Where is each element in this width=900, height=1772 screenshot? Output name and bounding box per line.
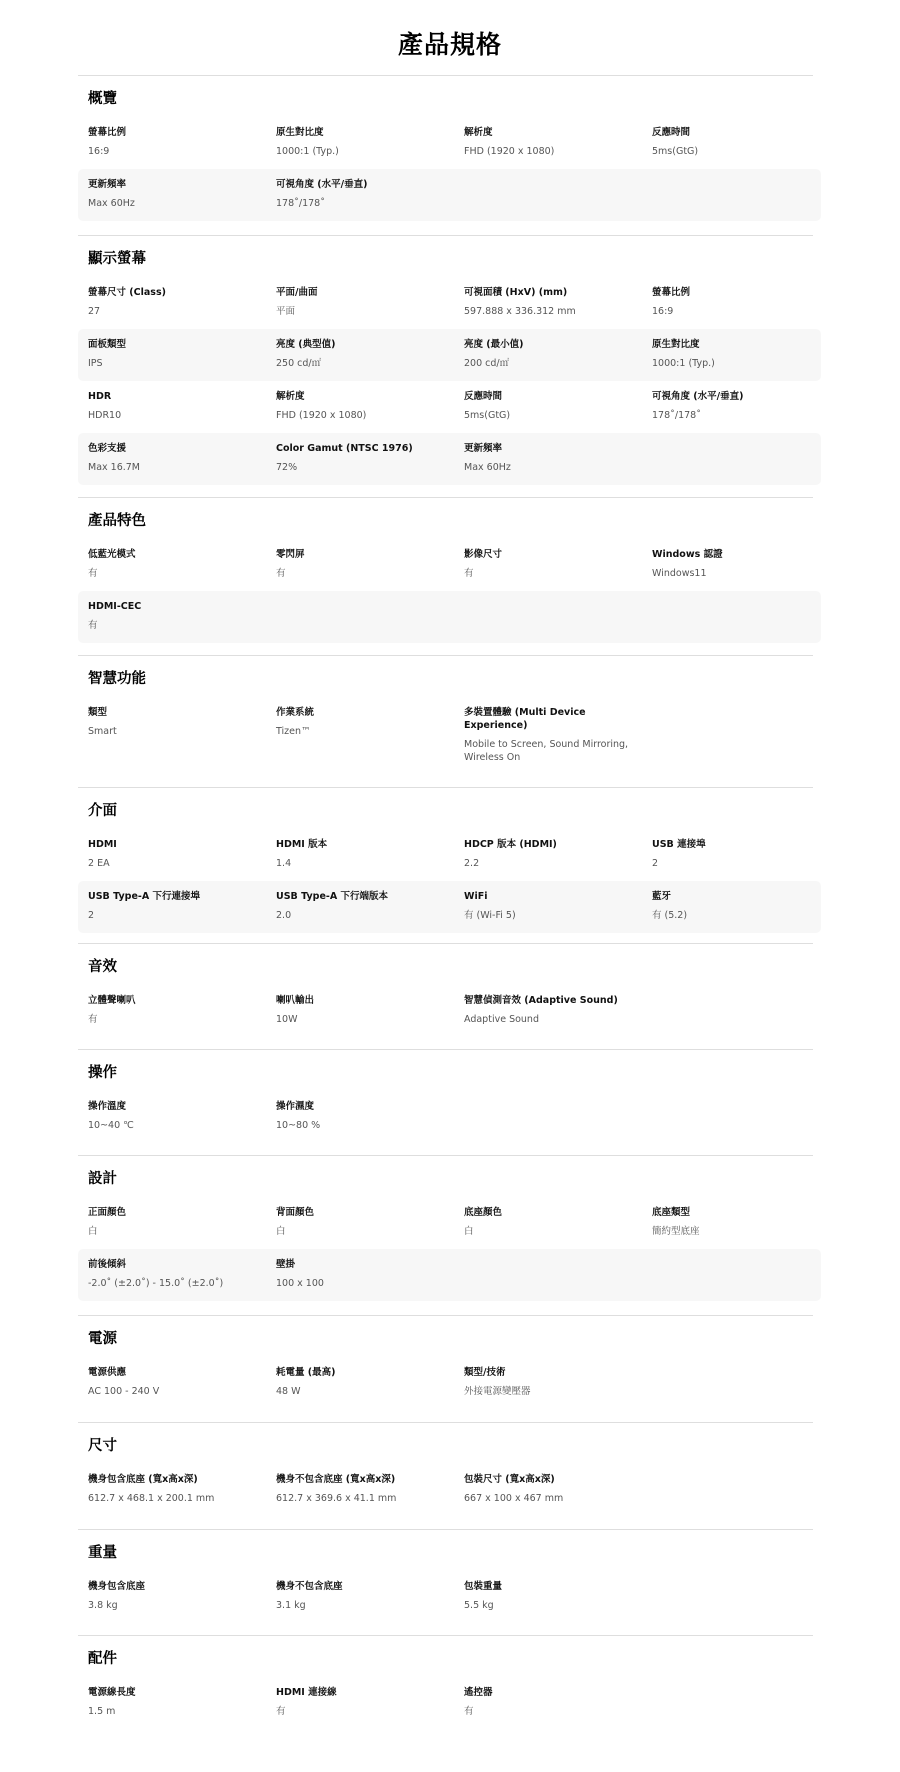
spec-section [78, 89, 821, 209]
spec-label: 立體聲喇叭 [88, 995, 136, 1006]
spec-section [78, 1063, 821, 1131]
spec-section [78, 1169, 821, 1289]
spec-label: 類型/技術 [464, 1367, 506, 1378]
spec-value: 5ms(GtG) [464, 410, 511, 421]
spec-value: 有 (Wi-Fi 5) [464, 910, 516, 921]
section-title: 概覽 [88, 91, 117, 107]
spec-item [88, 1686, 258, 1718]
spec-row [78, 381, 821, 433]
spec-label: 遙控器 [464, 1687, 493, 1698]
spec-item [464, 890, 634, 922]
spec-label: 電源供應 [88, 1367, 127, 1378]
spec-section [78, 669, 821, 763]
spec-value: 10~80 % [276, 1120, 321, 1131]
spec-value: IPS [88, 358, 103, 369]
spec-label: 包裝尺寸 (寬x高x深) [464, 1474, 555, 1485]
spec-label: 亮度 (典型值) [276, 339, 336, 350]
spec-item [88, 1258, 258, 1290]
spec-value: Windows11 [652, 568, 707, 579]
spec-item [276, 286, 446, 318]
spec-item [652, 838, 822, 870]
spec-value: 597.888 x 336.312 mm [464, 306, 576, 317]
section-title: 電源 [88, 1331, 117, 1347]
spec-item [464, 1366, 634, 1398]
spec-section [78, 1436, 821, 1504]
spec-row [78, 1197, 821, 1249]
spec-item [88, 706, 258, 738]
spec-item [464, 706, 634, 764]
spec-item [88, 286, 258, 318]
spec-label: 背面顏色 [276, 1207, 315, 1218]
section-divider [78, 1049, 813, 1050]
spec-value: 2 EA [88, 858, 110, 869]
spec-label: 解析度 [276, 391, 305, 402]
spec-value: 3.8 kg [88, 1600, 118, 1611]
spec-item [276, 1366, 446, 1398]
spec-row [78, 1357, 821, 1409]
spec-value: Mobile to Screen, Sound Mirroring, Wireless On [464, 739, 629, 763]
spec-item [276, 1258, 446, 1290]
spec-section [78, 801, 821, 921]
spec-item [652, 548, 822, 580]
spec-item [88, 1100, 258, 1132]
spec-item [88, 1206, 258, 1238]
spec-item [88, 390, 258, 422]
spec-item [276, 1473, 446, 1505]
spec-label: 藍牙 [652, 891, 672, 902]
spec-value: 16:9 [652, 306, 674, 317]
spec-label: 螢幕尺寸 (Class) [88, 287, 166, 298]
spec-label: 影像尺寸 [464, 549, 503, 560]
spec-section [78, 1649, 821, 1717]
spec-item [88, 1473, 258, 1505]
spec-value: 有 [276, 568, 286, 579]
spec-row [78, 985, 821, 1037]
spec-item [276, 126, 446, 158]
spec-item [276, 1686, 446, 1718]
page-title: 產品規格 [397, 30, 502, 59]
spec-label: 解析度 [464, 127, 493, 138]
spec-label: 零閃屏 [276, 549, 305, 560]
spec-value: Smart [88, 726, 117, 737]
section-title: 操作 [88, 1065, 117, 1081]
spec-value: 1000:1 (Typ.) [276, 146, 339, 157]
spec-item [652, 126, 822, 158]
spec-label: 正面顏色 [88, 1207, 127, 1218]
spec-item [652, 390, 822, 422]
spec-label: 底座顏色 [464, 1207, 503, 1218]
section-title: 介面 [88, 803, 117, 819]
section-title: 產品特色 [88, 513, 146, 529]
spec-row [78, 117, 821, 169]
spec-value: 外接電源變壓器 [464, 1386, 531, 1397]
spec-row [78, 539, 821, 591]
spec-row [78, 591, 821, 643]
spec-value: 白 [464, 1226, 474, 1237]
spec-label: 智慧偵測音效 (Adaptive Sound) [464, 995, 618, 1006]
spec-label: 更新頻率 [464, 443, 503, 454]
spec-label: 機身不包含底座 [276, 1581, 343, 1592]
spec-row [78, 433, 821, 485]
spec-label: 多裝置體驗 (Multi Device Experience) [464, 707, 586, 731]
spec-value: 1.5 m [88, 1706, 116, 1717]
spec-value: 178˚/178˚ [276, 198, 325, 209]
spec-label: 類型 [88, 707, 108, 718]
spec-item [88, 1366, 258, 1398]
spec-section [78, 957, 821, 1025]
spec-item [276, 442, 446, 474]
spec-item [88, 548, 258, 580]
spec-value: 16:9 [88, 146, 110, 157]
spec-label: 原生對比度 [652, 339, 700, 350]
spec-value: -2.0˚ (±2.0˚) - 15.0˚ (±2.0˚) [88, 1278, 224, 1289]
spec-value: AC 100 - 240 V [88, 1386, 160, 1397]
spec-label: HDCP 版本 (HDMI) [464, 839, 557, 850]
spec-item [276, 338, 446, 370]
spec-value: Max 60Hz [464, 462, 511, 473]
spec-row [78, 1677, 821, 1729]
spec-value: FHD (1920 x 1080) [464, 146, 555, 157]
spec-label: 機身包含底座 (寬x高x深) [88, 1474, 198, 1485]
spec-label: 電源線長度 [88, 1687, 136, 1698]
spec-value: 1.4 [276, 858, 292, 869]
spec-value: 白 [276, 1226, 286, 1237]
spec-label: HDR [88, 391, 112, 402]
spec-section [78, 1329, 821, 1397]
spec-section [78, 249, 821, 473]
spec-value: 有 [88, 1014, 98, 1025]
spec-label: 壁掛 [276, 1259, 296, 1270]
spec-value: 有 [88, 568, 98, 579]
spec-item [652, 286, 822, 318]
spec-value: 250 cd/㎡ [276, 358, 322, 369]
spec-item [652, 890, 822, 922]
spec-value: HDR10 [88, 410, 122, 421]
spec-label: 喇叭輸出 [276, 995, 315, 1006]
section-title: 配件 [88, 1651, 117, 1667]
spec-item [276, 1580, 446, 1612]
spec-item [464, 442, 634, 474]
spec-label: 原生對比度 [276, 127, 324, 138]
spec-label: 操作濕度 [276, 1101, 315, 1112]
spec-row [78, 1091, 821, 1143]
section-divider [78, 497, 813, 498]
spec-value: 有 (5.2) [652, 910, 688, 921]
section-title: 顯示螢幕 [88, 251, 146, 267]
spec-label: 螢幕比例 [652, 287, 691, 298]
spec-label: 更新頻率 [88, 179, 127, 190]
spec-value: 2 [652, 858, 659, 869]
spec-item [88, 600, 258, 632]
spec-label: 平面/曲面 [276, 287, 318, 298]
spec-label: 反應時間 [464, 391, 503, 402]
spec-label: 反應時間 [652, 127, 691, 138]
spec-value: 2.0 [276, 910, 292, 921]
spec-value: 10W [276, 1014, 298, 1025]
spec-label: USB Type-A 下行連接埠 [88, 891, 200, 902]
spec-row [78, 1249, 821, 1301]
section-title: 設計 [88, 1171, 117, 1187]
spec-value: 有 [464, 1706, 474, 1717]
spec-value: 2.2 [464, 858, 480, 869]
spec-value: FHD (1920 x 1080) [276, 410, 367, 421]
spec-item [88, 338, 258, 370]
spec-item [88, 994, 258, 1026]
section-divider [78, 1422, 813, 1423]
spec-value: 簡約型底座 [652, 1226, 700, 1237]
spec-row [78, 1571, 821, 1623]
spec-value: 2 [88, 910, 95, 921]
spec-item [464, 1473, 634, 1505]
spec-row [78, 697, 821, 769]
spec-value: 5ms(GtG) [652, 146, 699, 157]
spec-label: 低藍光模式 [88, 549, 136, 560]
spec-item [464, 838, 634, 870]
spec-item [88, 1580, 258, 1612]
spec-item [276, 890, 446, 922]
section-divider [78, 655, 813, 656]
spec-value: 100 x 100 [276, 1278, 324, 1289]
spec-value: 612.7 x 468.1 x 200.1 mm [88, 1493, 215, 1504]
spec-label: WiFi [464, 891, 488, 902]
spec-value: 10~40 ℃ [88, 1120, 134, 1131]
section-divider [78, 235, 813, 236]
spec-item [88, 126, 258, 158]
spec-value: 3.1 kg [276, 1600, 306, 1611]
spec-label: HDMI [88, 839, 117, 850]
spec-item [464, 1206, 634, 1238]
section-divider [78, 1155, 813, 1156]
spec-label: 底座類型 [652, 1207, 691, 1218]
spec-label: 操作溫度 [88, 1101, 127, 1112]
spec-label: HDMI 連接線 [276, 1687, 337, 1698]
spec-item [464, 1686, 634, 1718]
spec-label: HDMI-CEC [88, 601, 142, 612]
spec-row [78, 881, 821, 933]
spec-value: Max 16.7M [88, 462, 141, 473]
spec-value: 178˚/178˚ [652, 410, 701, 421]
spec-item [88, 890, 258, 922]
spec-label: HDMI 版本 [276, 839, 328, 850]
spec-item [276, 548, 446, 580]
spec-item [276, 1206, 446, 1238]
spec-item [652, 1206, 822, 1238]
spec-value: 1000:1 (Typ.) [652, 358, 715, 369]
spec-label: USB Type-A 下行端版本 [276, 891, 388, 902]
spec-label: 包裝重量 [464, 1581, 503, 1592]
spec-row [78, 1464, 821, 1516]
section-title: 音效 [88, 959, 117, 975]
section-title: 尺寸 [88, 1438, 117, 1454]
spec-item [464, 286, 634, 318]
spec-row [78, 329, 821, 381]
section-divider [78, 1315, 813, 1316]
spec-label: 可視角度 (水平/垂直) [276, 179, 368, 190]
spec-item [276, 390, 446, 422]
section-divider [78, 943, 813, 944]
spec-label: 可視角度 (水平/垂直) [652, 391, 744, 402]
spec-value: 有 [464, 568, 474, 579]
spec-value: 200 cd/㎡ [464, 358, 510, 369]
spec-item [276, 838, 446, 870]
section-divider [78, 1529, 813, 1530]
spec-label: 螢幕比例 [88, 127, 127, 138]
spec-value: 有 [88, 620, 98, 631]
spec-item [88, 838, 258, 870]
spec-label: 色彩支援 [88, 443, 127, 454]
spec-value: 48 W [276, 1386, 301, 1397]
spec-section [78, 511, 821, 631]
spec-label: 機身不包含底座 (寬x高x深) [276, 1474, 396, 1485]
spec-item [464, 548, 634, 580]
spec-value: 5.5 kg [464, 1600, 494, 1611]
spec-value: 平面 [276, 306, 296, 317]
section-divider [78, 75, 813, 76]
spec-item [464, 390, 634, 422]
section-divider [78, 787, 813, 788]
spec-value: Adaptive Sound [464, 1014, 539, 1025]
spec-item [464, 338, 634, 370]
spec-item [276, 994, 446, 1026]
spec-label: Windows 認證 [652, 549, 723, 560]
spec-label: 機身包含底座 [88, 1581, 146, 1592]
spec-value: 612.7 x 369.6 x 41.1 mm [276, 1493, 397, 1504]
spec-item [88, 442, 258, 474]
spec-value: 有 [276, 1706, 286, 1717]
section-title: 智慧功能 [88, 671, 146, 687]
section-divider [78, 1635, 813, 1636]
spec-label: USB 連接埠 [652, 839, 706, 850]
spec-item [464, 126, 634, 158]
spec-label: 亮度 (最小值) [464, 339, 524, 350]
spec-section [78, 1543, 821, 1611]
spec-value: Tizen™ [276, 726, 311, 737]
spec-value: 27 [88, 306, 101, 317]
spec-label: 作業系統 [276, 707, 315, 718]
spec-value: 白 [88, 1226, 98, 1237]
spec-row [78, 277, 821, 329]
spec-label: 面板類型 [88, 339, 127, 350]
spec-item [464, 1580, 634, 1612]
spec-value: 72% [276, 462, 298, 473]
spec-row [78, 829, 821, 881]
spec-value: 667 x 100 x 467 mm [464, 1493, 564, 1504]
section-title: 重量 [88, 1545, 117, 1561]
spec-item [276, 1100, 446, 1132]
spec-label: Color Gamut (NTSC 1976) [276, 443, 413, 454]
spec-value: Max 60Hz [88, 198, 135, 209]
spec-label: 耗電量 (最高) [276, 1367, 336, 1378]
spec-item [464, 994, 634, 1026]
spec-item [652, 338, 822, 370]
spec-label: 前後傾斜 [88, 1259, 127, 1270]
spec-item [88, 178, 258, 210]
spec-row [78, 169, 821, 221]
spec-label: 可視面積 (HxV) (mm) [464, 287, 568, 298]
spec-item [276, 178, 446, 210]
spec-item [276, 706, 446, 738]
